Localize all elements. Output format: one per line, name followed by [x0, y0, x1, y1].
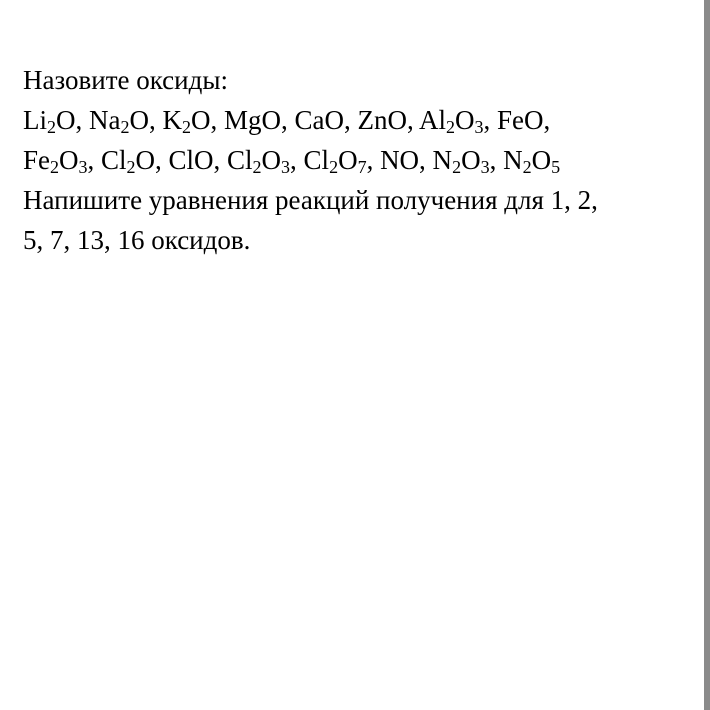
formula-text: O, K: [129, 105, 182, 135]
formula-text: Fe: [23, 145, 50, 175]
formula-text: , Cl: [87, 145, 127, 175]
formula-text: O, ClO, Cl: [135, 145, 253, 175]
subscript: 3: [78, 157, 88, 177]
formula-text: Li: [23, 105, 47, 135]
formula-text: O: [461, 145, 481, 175]
formula-text: , Cl: [290, 145, 330, 175]
subscript: 3: [281, 157, 291, 177]
page-edge-divider: [704, 0, 710, 710]
subscript: 3: [474, 117, 484, 137]
subscript: 2: [47, 117, 56, 137]
task-instruction-line-2: 5, 7, 13, 16 оксидов.: [23, 225, 251, 255]
formula-text: O: [531, 145, 552, 175]
subscript: 3: [480, 157, 490, 177]
subscript: 5: [551, 157, 561, 177]
formula-text: , NO, N: [366, 145, 453, 175]
formula-text: O: [338, 145, 358, 175]
subscript: 2: [452, 157, 462, 177]
subscript: 2: [50, 157, 59, 177]
formula-text: O: [454, 105, 475, 135]
subscript: 2: [445, 117, 455, 137]
formula-text: O: [261, 145, 282, 175]
task-text: [23, 60, 703, 260]
subscript: 2: [181, 117, 191, 137]
formula-text: O, MgO, CaO, ZnO, Al: [190, 105, 446, 135]
subscript: 2: [120, 117, 130, 137]
formula-text: O: [59, 145, 79, 175]
task-instruction-line-1: Напишите уравнения реакций получения для 1, 2,: [23, 185, 598, 215]
formula-text: , FeO,: [483, 105, 551, 135]
subscript: 2: [126, 157, 136, 177]
subscript: 2: [329, 157, 339, 177]
formula-line-1: [23, 100, 703, 140]
heading: Назовите оксиды:: [23, 65, 228, 95]
formula-text: , N: [489, 145, 523, 175]
formula-text: O, Na: [56, 105, 121, 135]
subscript: 2: [252, 157, 262, 177]
subscript: 2: [522, 157, 532, 177]
subscript: 7: [357, 157, 367, 177]
formula-line-2: [23, 140, 703, 180]
